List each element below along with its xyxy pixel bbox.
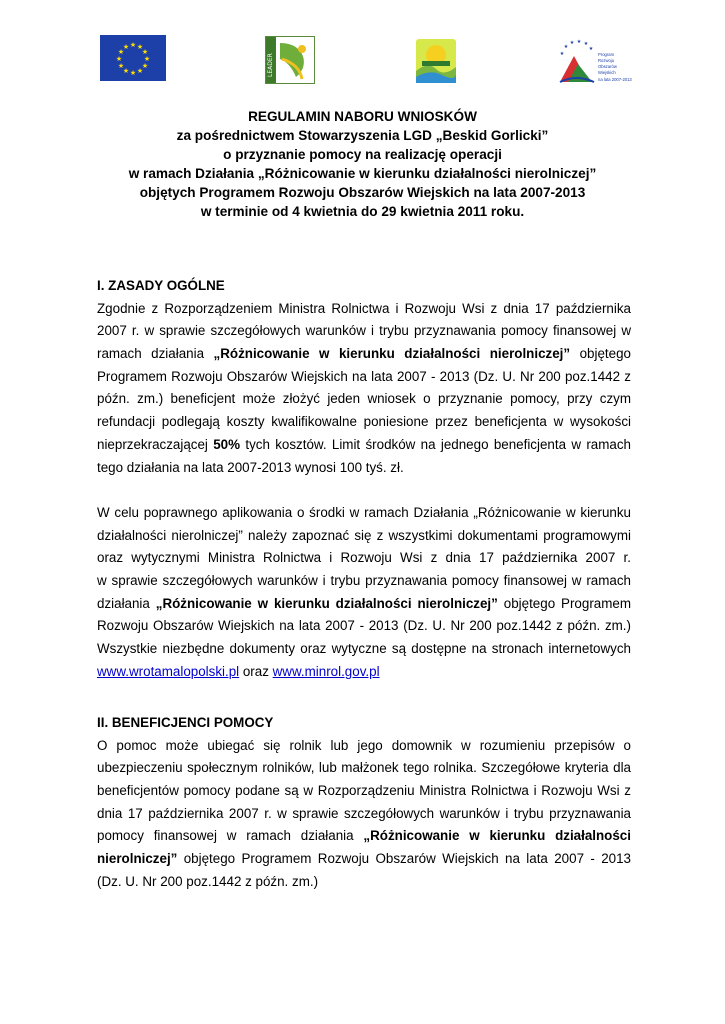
logo-bar: [0, 0, 725, 100]
title-line: w terminie od 4 kwietnia do 29 kwietnia 2011 roku.: [200, 204, 525, 219]
action-name-bold: nierolniczej”: [97, 851, 178, 867]
text-line: Wszystkie niezbędne dokumenty oraz wytyczne są dostępne na stronach internetowych: [97, 641, 631, 656]
prow-emblem-icon: [556, 38, 648, 90]
text-line: nieprzekraczającej 50% tych kosztów. Limit środków na jednego beneficjenta w ramach: [97, 436, 631, 452]
svg-text:★: ★: [136, 67, 144, 75]
text-line: Zgodnie z Rozporządzeniem Ministra Rolnictwa i Rozwoju Wsi z dnia 17 października: [97, 300, 631, 316]
svg-text:Wiejskich: Wiejskich: [598, 70, 616, 75]
percent-bold: 50%: [213, 436, 241, 452]
text-line: pomocy finansowej w ramach działania „Różnicowanie w kierunku działalności: [97, 828, 631, 844]
title-line: o przyznanie pomocy na realizację operacji: [223, 147, 502, 162]
section-heading: II. BENEFICJENCI POMOCY: [97, 715, 274, 730]
svg-text:★: ★: [141, 62, 149, 70]
svg-text:na lata 2007-2013: na lata 2007-2013: [598, 77, 632, 82]
paragraph: [97, 502, 631, 684]
text-line: nierolniczej” objętego Programem Rozwoju Obszarów Wiejskich na lata 2007 - 2013: [97, 851, 631, 867]
svg-text:★: ★: [583, 41, 589, 47]
svg-text:Rozwoju: Rozwoju: [598, 58, 615, 63]
text-line: ramach działania „Różnicowanie w kierunku działalności nierolniczej” objętego: [97, 346, 631, 362]
title-line: objętych Programem Rozwoju Obszarów Wiejskich na lata 2007-2013: [139, 185, 586, 200]
paragraph: [97, 298, 631, 480]
section-beneficiaries: [97, 712, 631, 894]
text-line: O pomoc może ubiegać się rolnik lub jego domownik w rozumieniu przepisów o: [97, 737, 631, 753]
svg-text:★: ★: [588, 46, 594, 52]
text-line: w sprawie szczegółowych warunków i trybu przyznawania pomocy finansowej w ramach: [97, 572, 631, 588]
svg-text:Program: Program: [598, 52, 615, 57]
lgd-beskid-gorlicki-logo: [414, 37, 458, 85]
svg-text:★: ★: [122, 67, 130, 75]
eu-stars-icon: [100, 35, 166, 81]
text-line: (Dz. U. Nr 200 poz.1442 z późn. zm.): [97, 873, 319, 889]
section-heading: I. ZASADY OGÓLNE: [97, 278, 225, 293]
title-line: za pośrednictwem Stowarzyszenia LGD „Beskid Gorlicki”: [176, 128, 549, 143]
text-line: Programem Rozwoju Obszarów Wiejskich na lata 2007 - 2013 (Dz. U. Nr 200 poz.1442 z: [97, 368, 631, 384]
svg-text:★: ★: [563, 44, 569, 50]
svg-text:★: ★: [141, 48, 149, 56]
text-line: dnia 17 października 2007 r. w sprawie szczegółowych warunków i trybu przyznawania: [97, 805, 631, 821]
text-line: www.wrotamalopolski.pl oraz www.minrol.gov.pl: [97, 663, 380, 679]
svg-text:★: ★: [136, 43, 144, 51]
text-line: oraz wytycznymi Ministra Rolnictwa i Rozwoju Wsi z dnia 17 października 2007 r.: [97, 550, 631, 566]
text-line: W celu poprawnego aplikowania o środki w ramach Działania „Różnicowanie w kierunku: [97, 504, 631, 520]
title-line: REGULAMIN NABORU WNIOSKÓW: [248, 109, 477, 124]
svg-text:★: ★: [143, 55, 151, 63]
link-minrol[interactable]: www.minrol.gov.pl: [272, 663, 380, 679]
svg-text:★: ★: [129, 41, 137, 49]
document-title: [60, 107, 665, 221]
blank-line: [97, 479, 631, 502]
text-line: późn. zm.) beneficjent może złożyć jeden wniosek o przyznanie pomocy, przy czym: [97, 391, 631, 407]
text-line: działania „Różnicowanie w kierunku działalności nierolniczej” objętego Programem: [97, 595, 631, 611]
svg-text:★: ★: [115, 55, 123, 63]
svg-text:★: ★: [576, 39, 582, 45]
prow-logo: [556, 38, 648, 90]
sun-landscape-icon: [414, 37, 458, 85]
action-name-bold: „Różnicowanie w kierunku działalności nierolniczej”: [155, 595, 498, 611]
text-line: działalności nierolniczej” należy zapoznać się z wszystkimi dokumentami programowymi: [97, 527, 631, 543]
svg-text:★: ★: [117, 62, 125, 70]
leader-logo: [265, 36, 315, 84]
action-name-bold: „Różnicowanie w kierunku działalności: [363, 828, 631, 844]
svg-text:★: ★: [559, 51, 565, 57]
link-wrotamalopolski[interactable]: www.wrotamalopolski.pl: [97, 663, 240, 679]
svg-text:LEADER: LEADER: [267, 53, 274, 77]
svg-text:★: ★: [122, 43, 130, 51]
eu-flag-logo: [100, 35, 166, 81]
action-name-bold: „Różnicowanie w kierunku działalności nierolniczej”: [213, 346, 571, 362]
text-line: refundacji podlegają koszty kwalifikowalne poniesione przez beneficjenta w wysokości: [97, 414, 631, 430]
svg-text:Obszarów: Obszarów: [598, 64, 617, 69]
leader-leaf-icon: [266, 37, 314, 83]
text-line: tego działania na lata 2007-2013 wynosi 100 tyś. zł.: [97, 459, 404, 475]
paragraph: [97, 735, 631, 894]
svg-text:★: ★: [569, 40, 575, 46]
text-line: 2007 r. w sprawie szczegółowych warunków i trybu przyznawania pomocy finansowej w: [97, 323, 631, 339]
title-line: w ramach Działania „Różnicowanie w kierunku działalności nierolniczej”: [128, 166, 597, 181]
section-general-rules: [97, 275, 631, 683]
text-line: beneficjentów pomocy podane są w Rozporządzeniu Ministra Rolnictwa i Rozwoju Wsi z: [97, 783, 631, 799]
text-line: Rozwoju Obszarów Wiejskich na lata 2007 - 2013 (Dz. U. Nr 200 poz.1442 z późn. zm.): [97, 618, 631, 634]
svg-text:★: ★: [117, 48, 125, 56]
svg-text:★: ★: [129, 69, 137, 77]
text-line: ubezpieczeniu społecznym rolników, lub małżonek tego rolnika. Szczegółowe kryteria dla: [97, 760, 631, 776]
